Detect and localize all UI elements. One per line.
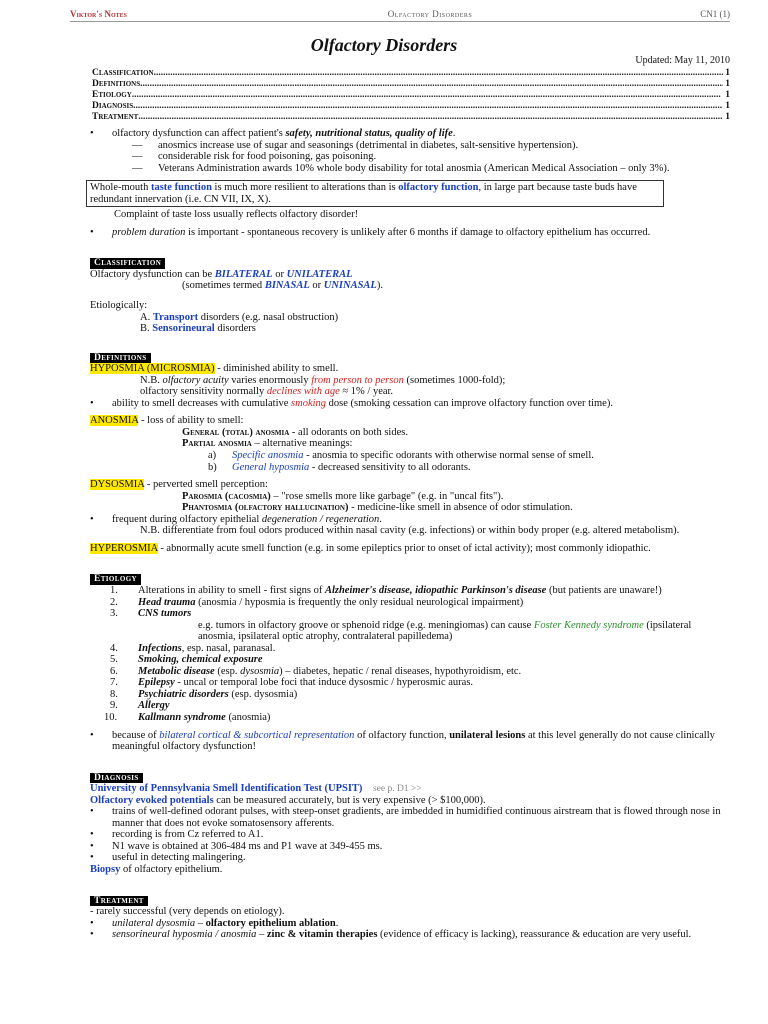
diagnosis-line: Olfactory evoked potentials can be measured accurately, but is very expensive (> $100,000).: [90, 794, 486, 806]
toc-entry[interactable]: Definitions ..... 1: [92, 79, 730, 90]
bullet-item: • sensorineural hyposmia / anosmia – zinc & vitamin therapies (evidence of efficacy is lacking), reassurance & education are very useful.: [90, 929, 730, 941]
bullet-item: • ability to smell decreases with cumulative smoking dose (smoking cessation can improve olfactory function over time).: [90, 398, 730, 410]
bullet-item: • trains of well-defined odorant pulses, with steep-onset gradients, are imbedded in humidified continuous airstream that is flowed through nose in manner that does not evoke somatosensory afferents.: [90, 806, 730, 829]
bullet-item: • recording is from Cz referred to A1.: [90, 829, 730, 841]
list-item: 2. Head trauma (anosmia / hyposmia is frequently the only residual neurological impairment): [110, 596, 524, 608]
section-heading-etiology: Etiology: [90, 574, 141, 584]
list-item: 8. Psychiatric disorders (esp. dysosmia): [110, 688, 298, 700]
header-right: CN1 (1): [700, 9, 730, 19]
definition-line: HYPEROSMIA - abnormally acute smell function (e.g. in some epileptics prior to onset of ictal activity); most commonly idiopathic.: [90, 542, 651, 554]
section-heading-definitions: Definitions: [90, 353, 151, 363]
etiologically-label: Etiologically:: [90, 300, 148, 312]
section-heading-diagnosis: Diagnosis: [90, 773, 143, 783]
page-title: Olfactory Disorders: [310, 35, 458, 55]
definition-line: N.B. differentiate from foul odors produced within nasal cavity (e.g. infections) or within body proper (e.g. altered metabolism).: [140, 525, 680, 537]
classification-item: A. Transport disorders (e.g. nasal obstruction): [140, 311, 339, 323]
table-of-contents: [92, 68, 730, 123]
updated-date: Updated: May 11, 2010: [635, 55, 730, 66]
dash-item: — anosmics increase use of sugar and seasonings (detrimental in diabetes, salt-sensitive hypertension).: [90, 140, 730, 152]
toc-entry[interactable]: Diagnosis ..... 1: [92, 101, 730, 112]
classification-line: Olfactory dysfunction can be BILATERAL or UNILATERAL: [90, 268, 353, 280]
bullet-item: • unilateral dysosmia – olfactory epithelium ablation.: [90, 918, 730, 930]
list-item: 6. Metabolic disease (esp. dysosmia) – diabetes, hepatic / renal diseases, hypothyroidism, etc.: [110, 665, 522, 677]
definition-line: ANOSMIA - loss of ability to smell:: [90, 415, 244, 427]
bullet-item: • because of bilateral cortical & subcortical representation of olfactory function, unilateral lesions at this level generally do not cause clinically meaningful olfactory dysfunction!: [90, 730, 730, 753]
definition-subitem: b) General hyposmia - decreased sensitivity to all odorants.: [208, 461, 471, 473]
header-center: Olfactory Disorders: [387, 9, 473, 19]
definition-line: DYSOSMIA - perverted smell perception:: [90, 479, 268, 491]
list-item: 3. CNS tumors: [110, 608, 192, 620]
bullet-item: • N1 wave is obtained at 306-484 ms and P1 wave at 349-455 ms.: [90, 841, 730, 853]
diagnosis-line: Biopsy of olfactory epithelium.: [90, 863, 223, 875]
dash-item: — considerable risk for food poisoning, gas poisoning.: [90, 151, 730, 163]
list-item: 4. Infections, esp. nasal, paranasal.: [110, 642, 276, 654]
bullet-item: • olfactory dysfunction can affect patient's safety, nutritional status, quality of life.: [90, 128, 730, 140]
list-item: 9. Allergy: [110, 700, 170, 712]
toc-entry[interactable]: Etiology ..... 1: [92, 90, 730, 101]
note-text: Complaint of taste loss usually reflects olfactory disorder!: [114, 209, 359, 221]
section-heading-treatment: Treatment: [90, 896, 148, 906]
cross-reference-link[interactable]: see p. D1 >>: [372, 784, 422, 795]
section-heading-classification: Classification: [90, 258, 165, 268]
definition-line: Phantosmia (olfactory hallucination) - medicine-like smell in absence of odor stimulation.: [182, 502, 573, 514]
definition-line: Parosmia (cacosmia) – "rose smells more like garbage" (e.g. in "uncal fits").: [182, 490, 504, 502]
header-left: Viktor's Notes: [70, 9, 127, 19]
definition-subitem: a) Specific anosmia - anosmia to specific odorants with otherwise normal sense of smell.: [208, 450, 594, 462]
treatment-line: - rarely successful (very depends on etiology).: [90, 906, 285, 918]
definition-line: olfactory sensitivity normally declines with age ≈ 1% / year.: [140, 386, 394, 398]
definition-line: Partial anosmia – alternative meanings:: [182, 438, 353, 450]
toc-entry[interactable]: Classification ..... 1: [92, 68, 730, 79]
running-header: [70, 8, 730, 22]
etiology-list: [90, 585, 730, 724]
diagnosis-line: University of Pennsylvania Smell Identification Test (UPSIT) see p. D1 >>: [90, 783, 422, 795]
definition-line: N.B. olfactory acuity varies enormously from person to person (sometimes 1000-fold);: [140, 374, 506, 386]
list-item: 5. Smoking, chemical exposure: [110, 654, 263, 666]
definition-line: HYPOSMIA (MICROSMIA) - diminished ability to smell.: [90, 363, 339, 375]
list-item: 7. Epilepsy - uncal or temporal lobe foci that induce dysosmic / hyperosmic auras.: [110, 677, 474, 689]
list-item: 1. Alterations in ability to smell - first signs of Alzheimer's disease, idiopathic Parkinson's disease (but patients are unaware!): [110, 584, 662, 596]
bullet-item: • frequent during olfactory epithelial degeneration / regeneration.: [90, 514, 730, 526]
toc-entry[interactable]: Treatment ..... 1: [92, 112, 730, 123]
dash-item: — Veterans Administration awards 10% whole body disability for total anosmia (American Medical Association – only 3%).: [90, 163, 730, 175]
list-subitem: e.g. tumors in olfactory groove or sphenoid ridge (e.g. meningiomas) can cause Foster Kennedy syndrome (ipsilateral anosmia, ipsilateral optic atrophy, contralateral papilledema): [198, 619, 692, 643]
bullet-item: • useful in detecting malingering.: [90, 852, 730, 864]
list-item: 10. Kallmann syndrome (anosmia): [104, 711, 271, 723]
document-body: [90, 128, 730, 941]
boxed-note: Whole-mouth taste function is much more resilient to alterations than is olfactory function, in large part because taste buds have redundant innervation (i.e. CN VII, IX, X).: [86, 180, 664, 207]
bullet-item: • problem duration is important - spontaneous recovery is unlikely after 6 months if damage to olfactory epithelium has occurred.: [90, 227, 730, 239]
classification-item: B. Sensorineural disorders: [140, 323, 256, 335]
classification-line: (sometimes termed BINASAL or UNINASAL).: [182, 280, 383, 292]
definition-line: General (total) anosmia - all odorants on both sides.: [182, 426, 408, 438]
